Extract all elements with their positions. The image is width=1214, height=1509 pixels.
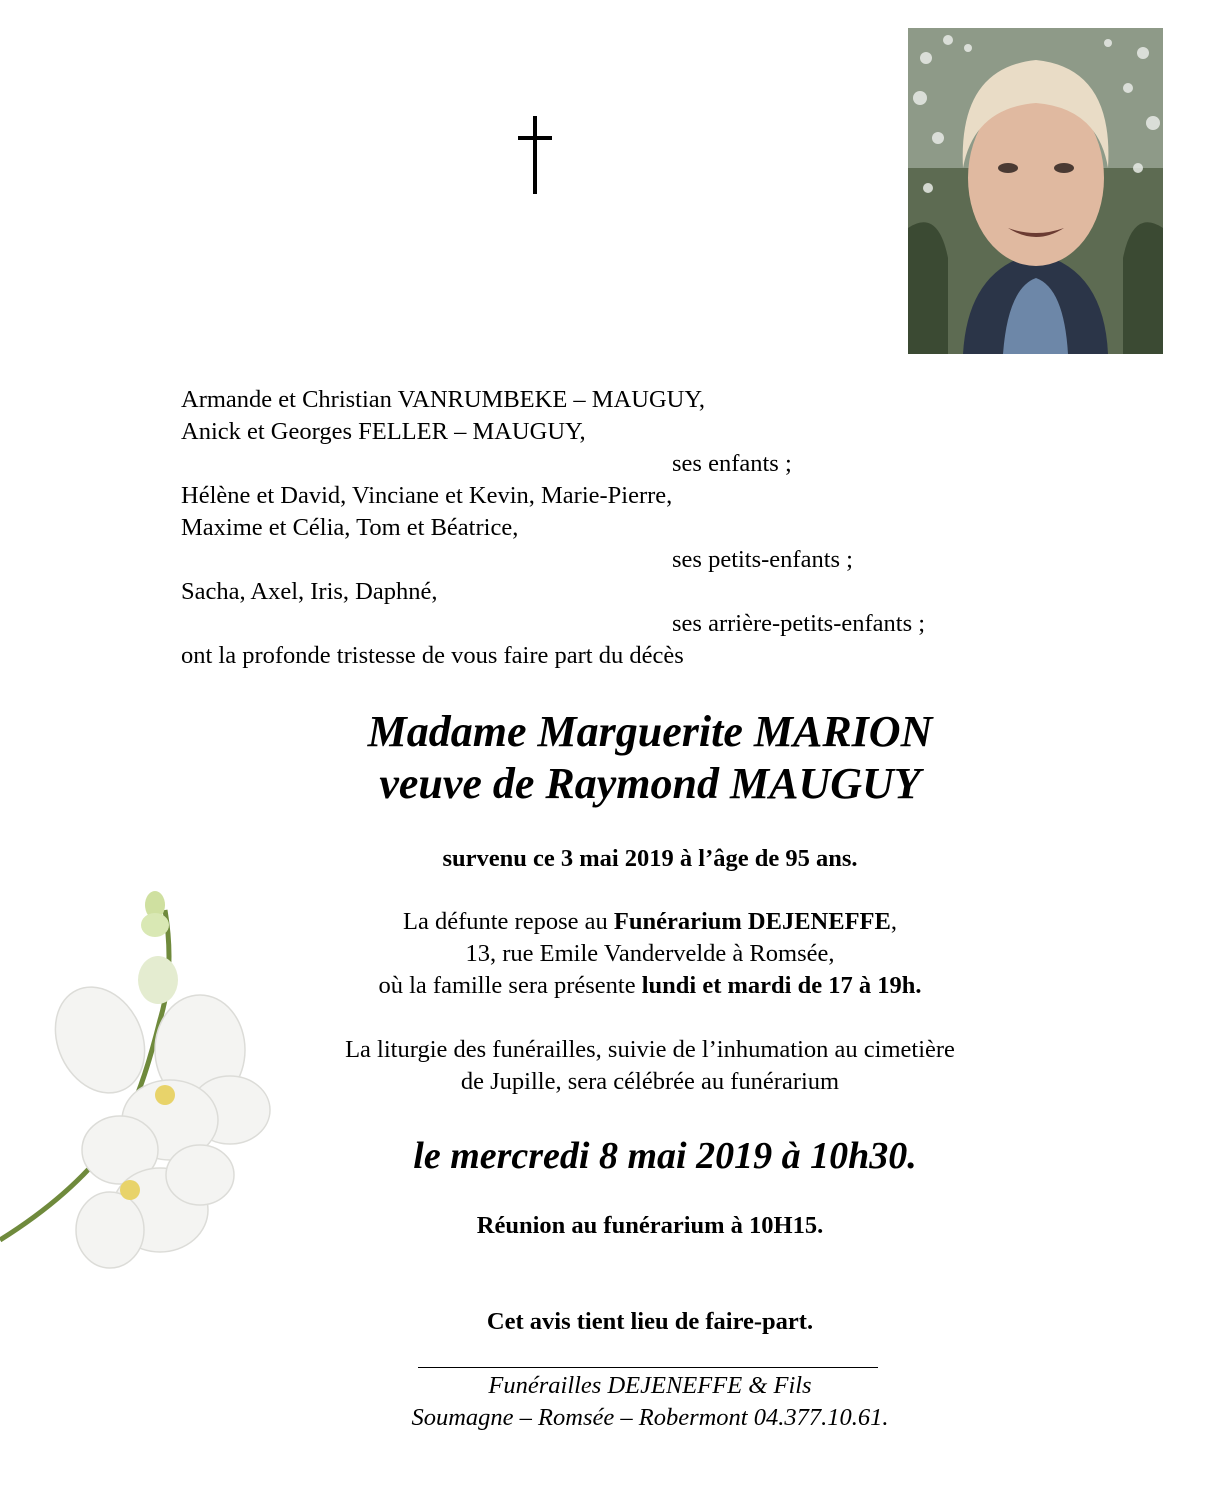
ceremony-date: le mercredi 8 mai 2019 à 10h30. [413,1135,917,1177]
visitation-address: 13, rue Emile Vandervelde à Romsée, [465,940,835,967]
family-line: Armande et Christian VANRUMBEKE – MAUGUY, [181,386,706,413]
visitation-line1 [250,906,1050,938]
footer-divider [418,1367,878,1368]
meeting-time: Réunion au funérarium à 10H15. [476,1212,824,1239]
footer [250,1370,1050,1434]
visitation-text: La défunte repose au [403,908,614,935]
family-line: Sacha, Axel, Iris, Daphné, [181,578,438,605]
family-line: ont la profonde tristesse de vous faire part du décès [181,642,684,669]
deceased-name-line1: Madame Marguerite MARION [367,707,933,756]
visitation-info [250,906,1050,1002]
family-line: Anick et Georges FELLER – MAUGUY, [181,418,586,445]
deceased-name-line2: veuve de Raymond MAUGUY [379,759,921,808]
family-line: Maxime et Célia, Tom et Béatrice, [181,514,519,541]
notice-statement: Cet avis tient lieu de faire-part. [486,1308,814,1335]
family-line: Hélène et David, Vinciane et Kevin, Marie-Pierre, [181,482,673,509]
visitation-comma: , [890,908,897,935]
visitation-hours: lundi et mardi de 17 à 19h. [641,972,922,999]
orchid-flower-icon [0,870,330,1300]
cross-icon [510,110,560,200]
relation-label: ses arrière-petits-enfants ; [672,610,926,637]
portrait-photo [908,28,1163,354]
footer-locations: Soumagne – Romsée – Robermont 04.377.10.61. [411,1404,889,1431]
death-notice: survenu ce 3 mai 2019 à l’âge de 95 ans. [442,845,858,872]
liturgy-line2: de Jupille, sera célébrée au funérarium [460,1068,840,1095]
footer-company: Funérailles DEJENEFFE & Fils [488,1372,812,1399]
liturgy-line1: La liturgie des funérailles, suivie de l’inhumation au cimetière [345,1036,955,1063]
relation-label: ses enfants ; [672,450,792,477]
family-list [181,384,1001,672]
liturgy-info [250,1034,1050,1098]
relation-label: ses petits-enfants ; [672,546,853,573]
visitation-line3 [250,970,1050,1002]
funerarium-name: Funérarium DEJENEFFE [613,908,891,935]
visitation-presence: où la famille sera présente [378,972,642,999]
deceased-name [250,706,1050,810]
